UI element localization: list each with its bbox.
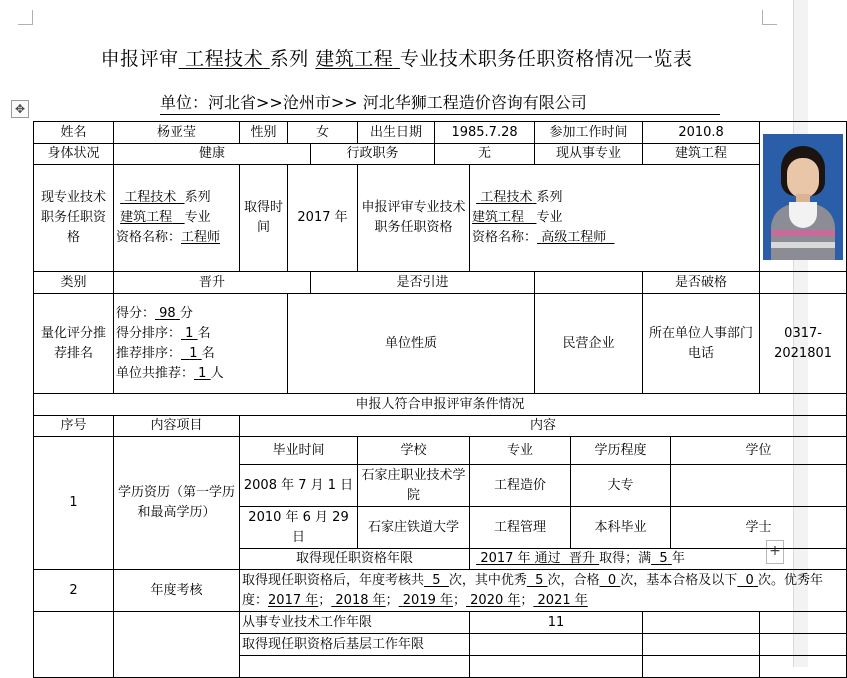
edu-row1-level[interactable]: 大专	[571, 465, 671, 507]
col-item-header: 内容项目	[114, 416, 240, 437]
edu-header-major: 专业	[470, 437, 571, 465]
assessment-text-a: 取得现任职资格后，年度考核共	[242, 572, 425, 588]
edu-row1-grad-time[interactable]: 2008 年 7 月 1 日	[240, 465, 358, 507]
title-series-word: 系列	[269, 48, 309, 70]
edu-row1-major[interactable]: 工程造价	[470, 465, 571, 507]
title-series: 工程技术	[185, 48, 264, 70]
unit-total-label: 单位共推荐：	[116, 365, 195, 381]
birth-label: 出生日期	[358, 122, 435, 144]
health-label: 身体状况	[34, 144, 114, 165]
apply-qual-specialty-word: 专业	[536, 210, 563, 225]
page-corner-mark-left	[18, 10, 33, 25]
obtain-year-value[interactable]: 2017 年	[288, 165, 358, 272]
unit-nature-value[interactable]: 民营企业	[535, 294, 643, 394]
unit-total-value: 1	[198, 365, 207, 381]
assessment-year-4: 2020 年	[470, 592, 521, 608]
apply-qual-specialty: 建筑工程	[472, 210, 525, 225]
edu-row1-school[interactable]: 石家庄职业技术学院	[358, 465, 470, 507]
title-prefix: 申报评审	[100, 48, 179, 70]
edu-seq: 1	[34, 437, 114, 570]
conditions-header: 申报人符合申报评审条件情况	[34, 394, 847, 416]
current-qual-series-word: 系列	[184, 190, 211, 205]
apply-qual-title: 高级工程师	[541, 230, 607, 245]
current-qual-value[interactable]	[114, 165, 240, 272]
edu-row2-school[interactable]: 石家庄铁道大学	[358, 507, 470, 549]
exception-value[interactable]	[760, 272, 847, 294]
rec-rank-unit: 名	[201, 345, 215, 361]
current-qual-label: 现专业技术职务任职资格	[34, 165, 114, 272]
introduced-value[interactable]	[535, 272, 643, 294]
introduced-label: 是否引进	[311, 272, 535, 294]
current-qual-title: 工程师	[181, 230, 221, 245]
current-qual-series: 工程技术	[124, 190, 177, 205]
unit-value: 河北省>>沧州市>> 河北华狮工程造价咨询有限公司	[208, 93, 587, 112]
edu-row2-grad-time[interactable]: 2010 年 6 月 29 日	[240, 507, 358, 549]
assessment-year-5: 2021 年	[537, 592, 588, 608]
service-row3-extra2[interactable]	[760, 656, 847, 678]
col-seq-header: 序号	[34, 416, 114, 437]
assessment-year-2: 2018 年	[335, 592, 386, 608]
assessment-total: 5	[432, 572, 441, 588]
edu-header-grad-time: 毕业时间	[240, 437, 358, 465]
assessment-seq: 2	[34, 570, 114, 612]
score-rank-unit: 名	[197, 325, 211, 341]
summary-table	[33, 121, 847, 678]
assessment-excellent: 5	[535, 572, 544, 588]
score-text-label: 得分：	[116, 305, 156, 321]
years-type: 晋升	[568, 551, 595, 566]
prof-years-value[interactable]: 11	[470, 612, 643, 634]
edu-header-level: 学历程度	[571, 437, 671, 465]
service-row3-value[interactable]	[470, 656, 643, 678]
assessment-text-e: 次。优秀年度：	[242, 572, 823, 608]
years-mid: 取得；满	[599, 551, 652, 566]
category-value[interactable]: 晋升	[114, 272, 311, 294]
current-qual-specialty-word: 专业	[184, 210, 211, 225]
admin-post-value[interactable]: 无	[435, 144, 535, 165]
edu-header-degree: 学位	[671, 437, 847, 465]
rec-rank-label: 推荐排序：	[116, 345, 182, 361]
service-seq	[34, 612, 114, 678]
years-pass: 通过	[534, 551, 561, 566]
assessment-below: 0	[745, 572, 754, 588]
prof-years-extra2[interactable]	[760, 612, 847, 634]
grassroots-extra[interactable]	[643, 634, 760, 656]
work-start-label: 参加工作时间	[535, 122, 643, 144]
table-move-handle-icon[interactable]: ✥	[11, 100, 29, 118]
edu-item: 学历资历（第一学历和最高学历）	[114, 437, 240, 570]
score-rank-value: 1	[185, 325, 194, 341]
applicant-photo	[763, 134, 843, 260]
years-label: 取得现任职资格年限	[240, 549, 470, 570]
obtain-time-label: 取得时间	[240, 165, 288, 272]
service-item	[114, 612, 240, 678]
gender-value[interactable]: 女	[288, 122, 358, 144]
prof-years-label: 从事专业技术工作年限	[240, 612, 470, 634]
years-year: 2017 年	[480, 551, 531, 566]
score-block[interactable]	[114, 294, 288, 394]
current-specialty-value[interactable]: 建筑工程	[643, 144, 760, 165]
edu-row2-degree[interactable]: 学士	[671, 507, 847, 549]
apply-qual-series: 工程技术	[480, 190, 533, 205]
name-value[interactable]: 杨亚莹	[114, 122, 240, 144]
current-qual-specialty: 建筑工程	[120, 210, 173, 225]
gender-label: 性别	[240, 122, 288, 144]
score-unit: 分	[179, 305, 193, 321]
rec-rank-value: 1	[189, 345, 198, 361]
unit-label: 单位：	[160, 93, 209, 112]
assessment-qualified: 0	[607, 572, 617, 588]
edu-row2-major[interactable]: 工程管理	[470, 507, 571, 549]
current-specialty-label: 现从事专业	[535, 144, 643, 165]
unit-total-unit: 人	[210, 365, 224, 381]
hr-phone-value[interactable]: 0317-2021801	[760, 294, 847, 394]
health-value[interactable]: 健康	[114, 144, 311, 165]
work-start-value[interactable]: 2010.8	[643, 122, 760, 144]
name-label: 姓名	[34, 122, 114, 144]
title-specialty: 建筑工程	[315, 48, 394, 70]
assessment-year-1: 2017 年	[268, 592, 319, 608]
apply-qual-label: 申报评审专业技术职务任职资格	[358, 165, 470, 272]
assessment-text-c: 次，合格	[547, 572, 600, 588]
apply-qual-value[interactable]	[470, 165, 760, 272]
document-title	[0, 44, 793, 71]
table-add-row-icon[interactable]: +	[766, 540, 784, 564]
col-content-header: 内容	[240, 416, 847, 437]
category-label: 类别	[34, 272, 114, 294]
admin-post-label: 行政职务	[311, 144, 435, 165]
years-value[interactable]	[470, 549, 847, 570]
photo-cell	[760, 122, 847, 272]
edu-row1-degree[interactable]	[671, 465, 847, 507]
assessment-text-b: 次，其中优秀	[448, 572, 527, 588]
grassroots-value[interactable]	[470, 634, 643, 656]
title-suffix: 专业技术职务任职资格情况一览表	[399, 48, 693, 70]
assessment-value[interactable]: 取得现任职资格后，年度考核共 5 次，其中优秀 5 次，合格 0 次，基本合格及以下 0 次。优秀年度：2017 年； 2018 年； 2019 年； 2020 年； 2021 年	[240, 570, 847, 612]
current-qual-title-label: 资格名称：	[116, 230, 182, 245]
years-end: 年	[671, 551, 685, 566]
grassroots-extra2[interactable]	[760, 634, 847, 656]
page-corner-mark-right	[762, 10, 777, 25]
unit-line	[160, 90, 720, 115]
score-label: 量化评分推荐排名	[34, 294, 114, 394]
birth-value[interactable]: 1985.7.28	[435, 122, 535, 144]
edu-header-school: 学校	[358, 437, 470, 465]
edu-row2-level[interactable]: 本科毕业	[571, 507, 671, 549]
score-value: 98	[159, 305, 176, 321]
unit-nature-label: 单位性质	[288, 294, 535, 394]
service-row3-extra[interactable]	[643, 656, 760, 678]
service-row3-label	[240, 656, 470, 678]
years-n: 5	[659, 551, 668, 566]
assessment-item: 年度考核	[114, 570, 240, 612]
exception-label: 是否破格	[643, 272, 760, 294]
hr-phone-label: 所在单位人事部门电话	[643, 294, 760, 394]
apply-qual-series-word: 系列	[536, 190, 563, 205]
grassroots-label: 取得现任职资格后基层工作年限	[240, 634, 470, 656]
score-rank-label: 得分排序：	[116, 325, 182, 341]
assessment-text-d: 次，基本合格及以下	[620, 572, 738, 588]
prof-years-extra[interactable]	[643, 612, 760, 634]
apply-qual-title-label: 资格名称：	[472, 230, 538, 245]
assessment-year-3: 2019 年	[402, 592, 453, 608]
